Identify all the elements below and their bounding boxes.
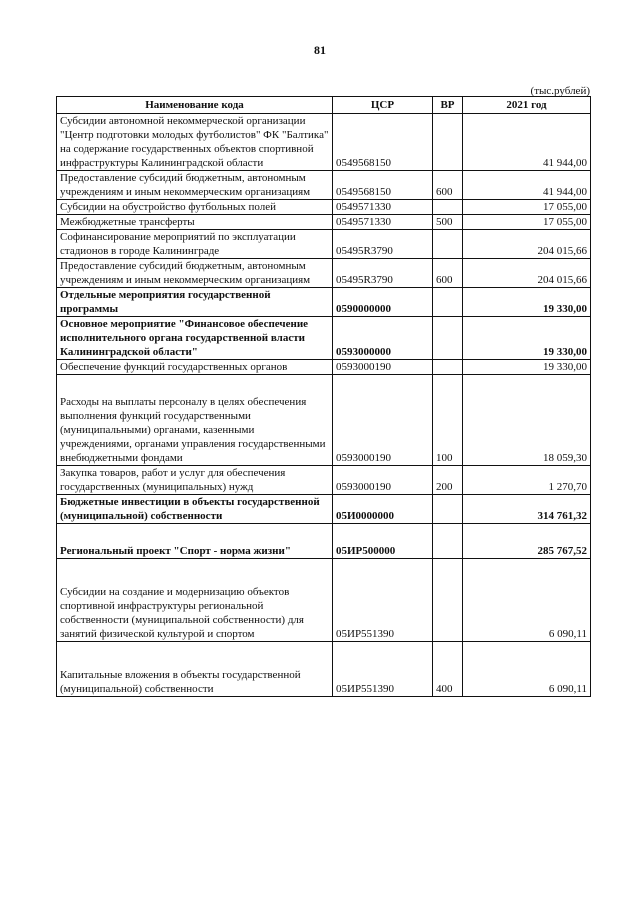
table-row: [57, 288, 591, 317]
row-name: Субсидии на обустройство футбольных полей: [57, 200, 333, 215]
table-row: [57, 215, 591, 230]
table-row: [57, 642, 591, 697]
table-row: [57, 360, 591, 375]
row-csr: 0549571330: [333, 200, 433, 215]
row-vr: 600: [433, 171, 463, 200]
row-csr: 05ИР500000: [333, 524, 433, 559]
row-amount: 41 944,00: [463, 171, 591, 200]
row-amount: 1 270,70: [463, 466, 591, 495]
row-csr: 0593000000: [333, 317, 433, 360]
row-name: Региональный проект "Спорт - норма жизни": [57, 524, 333, 559]
row-csr: 0590000000: [333, 288, 433, 317]
budget-table: [56, 96, 591, 697]
row-csr: 0549568150: [333, 114, 433, 171]
units-label: (тыс.рублей): [530, 85, 590, 97]
row-csr: 05495R3790: [333, 259, 433, 288]
row-csr: 05495R3790: [333, 230, 433, 259]
row-amount: 6 090,11: [463, 559, 591, 642]
row-name: Капитальные вложения в объекты государственной (муниципальной) собственности: [57, 642, 333, 697]
row-csr: 05ИР551390: [333, 642, 433, 697]
row-amount: 19 330,00: [463, 317, 591, 360]
row-vr: [433, 230, 463, 259]
table-row: [57, 559, 591, 642]
row-csr: 0549568150: [333, 171, 433, 200]
row-name: Субсидии на создание и модернизацию объектов спортивной инфраструктуры региональной собственности (муниципальной собственности) для занятий физической культурой и спортом: [57, 559, 333, 642]
table-row: [57, 200, 591, 215]
row-vr: [433, 200, 463, 215]
table-row: [57, 171, 591, 200]
row-amount: 314 761,32: [463, 495, 591, 524]
row-vr: 100: [433, 375, 463, 466]
table-row: [57, 259, 591, 288]
row-csr: 0593000190: [333, 466, 433, 495]
row-amount: 19 330,00: [463, 360, 591, 375]
row-vr: [433, 559, 463, 642]
table-row: [57, 495, 591, 524]
row-amount: 17 055,00: [463, 215, 591, 230]
header-year: 2021 год: [463, 97, 591, 114]
table-row: [57, 466, 591, 495]
row-name: Субсидии автономной некоммерческой организации "Центр подготовки молодых футболистов" ФК "Балтика" на содержание государственных объектов спортивной инфраструктуры Калининградской области: [57, 114, 333, 171]
row-csr: 0549571330: [333, 215, 433, 230]
page-number: 81: [314, 43, 326, 57]
row-vr: [433, 524, 463, 559]
row-name: Предоставление субсидий бюджетным, автономным учреждениям и иным некоммерческим организациям: [57, 259, 333, 288]
row-amount: 17 055,00: [463, 200, 591, 215]
row-amount: 204 015,66: [463, 230, 591, 259]
table-row: [57, 317, 591, 360]
row-vr: [433, 317, 463, 360]
row-name: Обеспечение функций государственных органов: [57, 360, 333, 375]
row-name: Бюджетные инвестиции в объекты государственной (муниципальной) собственности: [57, 495, 333, 524]
row-vr: [433, 288, 463, 317]
row-vr: 200: [433, 466, 463, 495]
row-amount: 6 090,11: [463, 642, 591, 697]
row-amount: 41 944,00: [463, 114, 591, 171]
row-amount: 285 767,52: [463, 524, 591, 559]
table-row: [57, 114, 591, 171]
header-name: Наименование кода: [57, 97, 333, 114]
row-vr: 400: [433, 642, 463, 697]
row-amount: 19 330,00: [463, 288, 591, 317]
row-name: Закупка товаров, работ и услуг для обеспечения государственных (муниципальных) нужд: [57, 466, 333, 495]
row-vr: 500: [433, 215, 463, 230]
table-row: [57, 524, 591, 559]
header-vr: ВР: [433, 97, 463, 114]
row-name: Межбюджетные трансферты: [57, 215, 333, 230]
row-vr: [433, 360, 463, 375]
row-name: Предоставление субсидий бюджетным, автономным учреждениям и иным некоммерческим организациям: [57, 171, 333, 200]
row-csr: 0593000190: [333, 360, 433, 375]
row-csr: 05ИР551390: [333, 559, 433, 642]
row-name: Софинансирование мероприятий по эксплуатации стадионов в городе Калининграде: [57, 230, 333, 259]
table-row: [57, 230, 591, 259]
row-name: Основное мероприятие "Финансовое обеспечение исполнительного органа государственной власти Калининградской области": [57, 317, 333, 360]
row-amount: 204 015,66: [463, 259, 591, 288]
row-name: Отдельные мероприятия государственной программы: [57, 288, 333, 317]
table-header-row: [57, 97, 591, 114]
table-row: [57, 375, 591, 466]
row-vr: [433, 114, 463, 171]
row-csr: 05И0000000: [333, 495, 433, 524]
row-name: Расходы на выплаты персоналу в целях обеспечения выполнения функций государственными (муниципальными) органами, казенными учреждениями, органами управления государственными внебюджетными фондами: [57, 375, 333, 466]
row-vr: 600: [433, 259, 463, 288]
header-csr: ЦСР: [333, 97, 433, 114]
row-amount: 18 059,30: [463, 375, 591, 466]
row-vr: [433, 495, 463, 524]
row-csr: 0593000190: [333, 375, 433, 466]
